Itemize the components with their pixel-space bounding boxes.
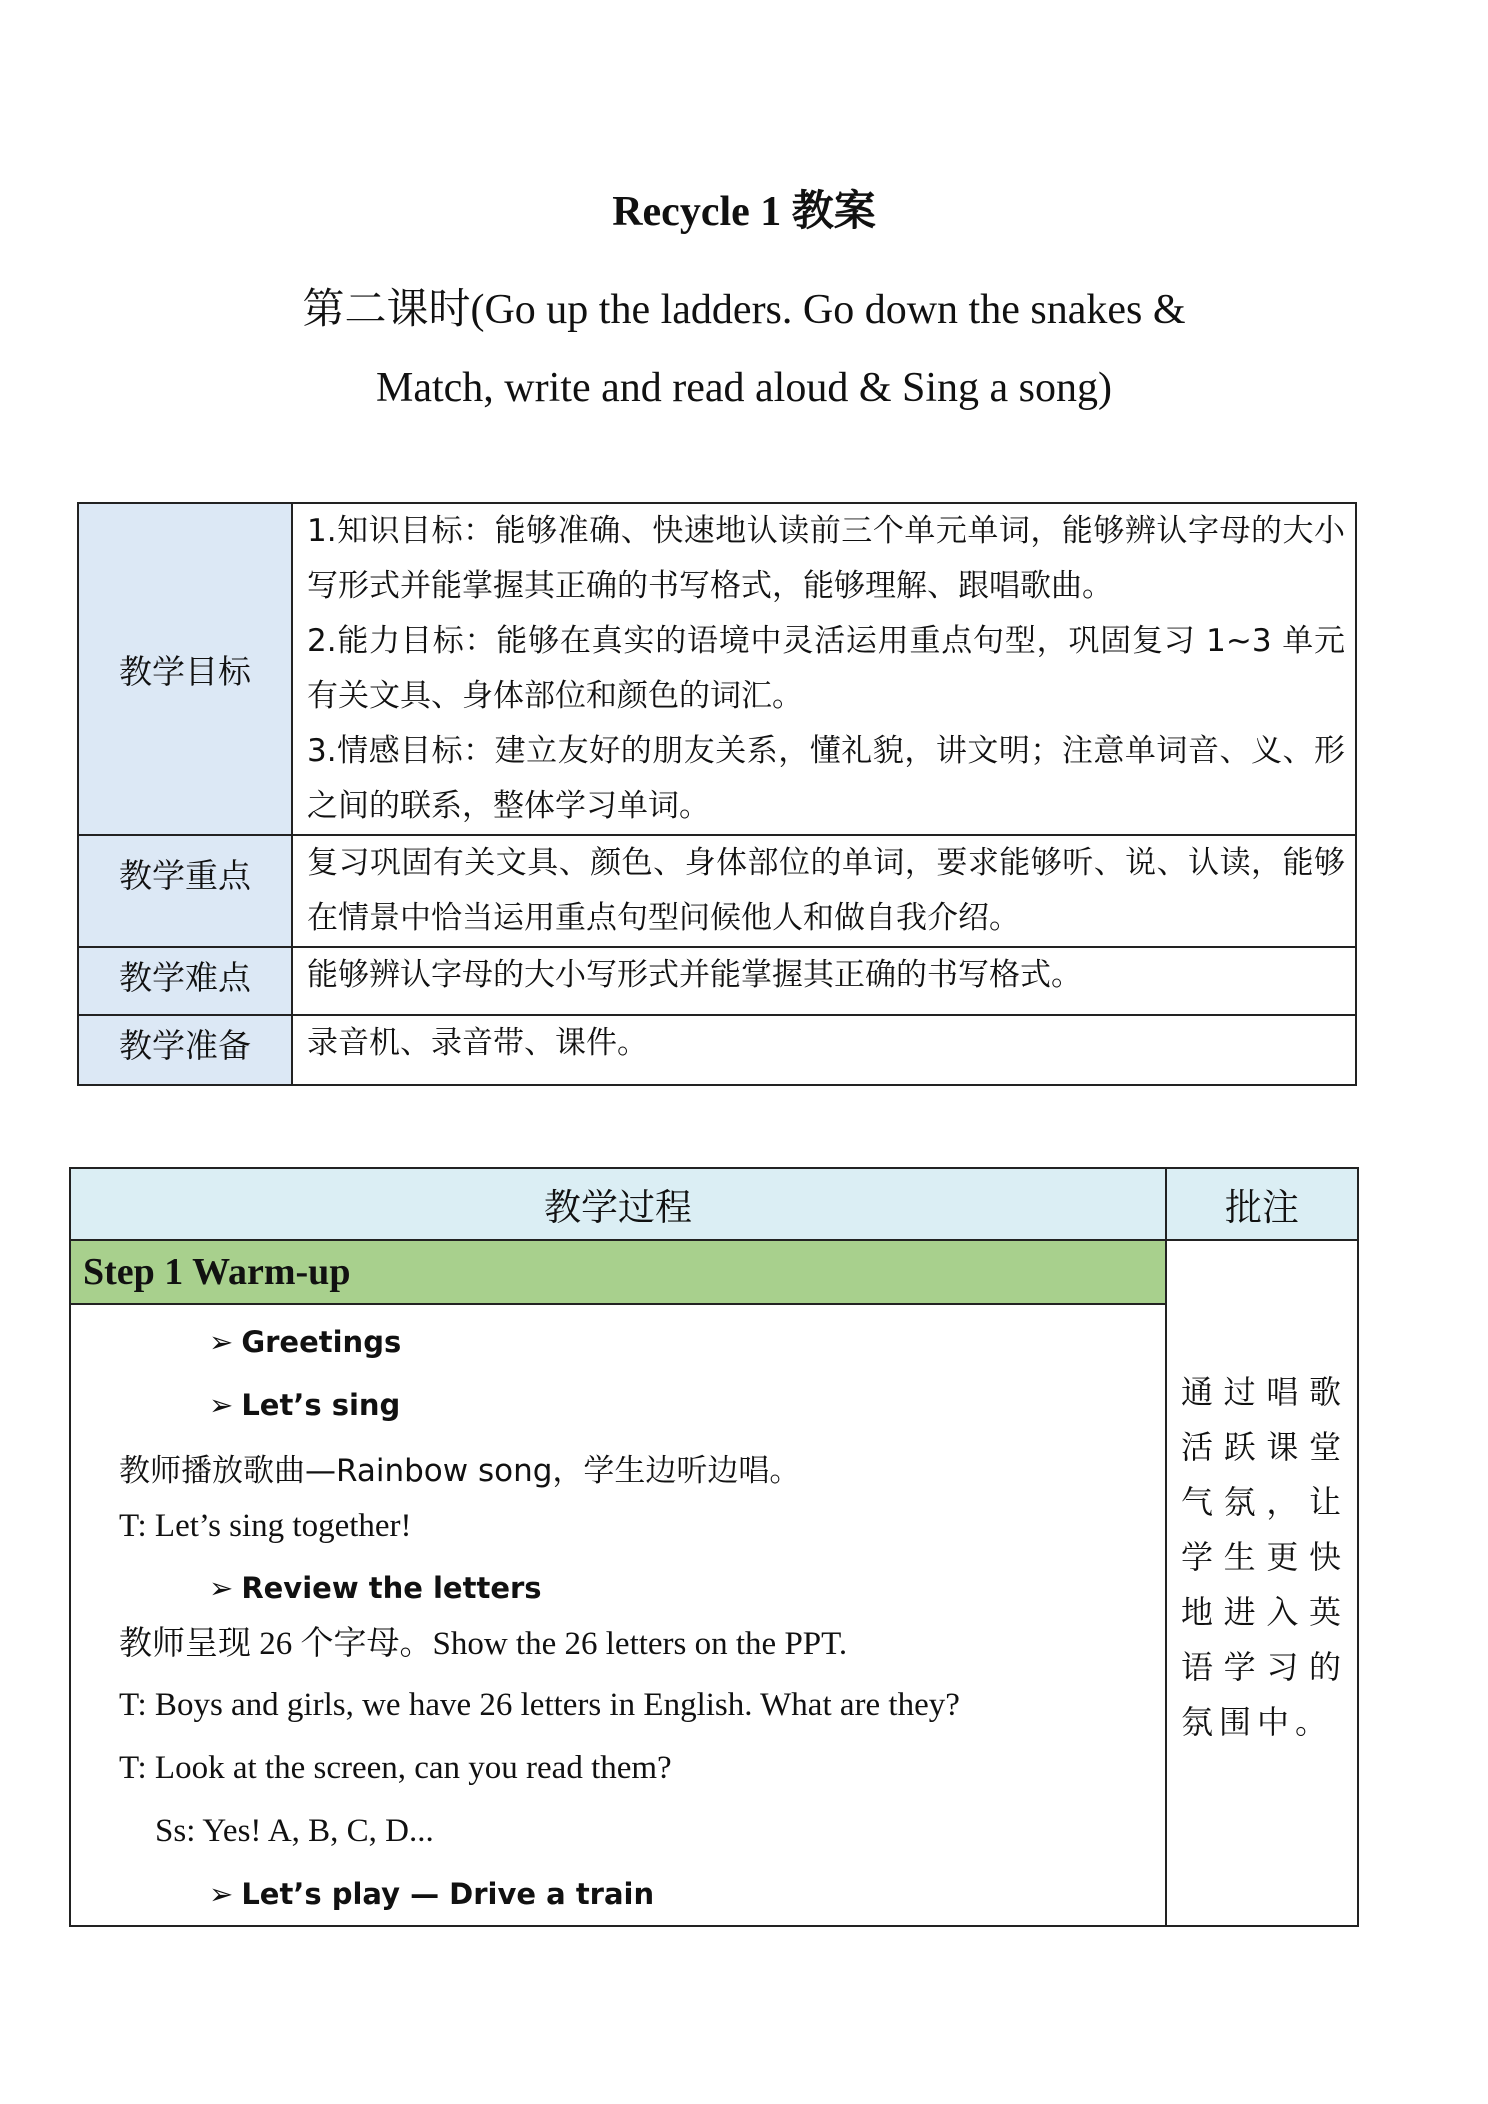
line-look-screen: T: Look at the screen, can you read them?: [119, 1750, 672, 1786]
header-process: 教学过程: [70, 1168, 1166, 1240]
key-points-row: [78, 835, 1356, 947]
row-label-key-points: 教学重点: [78, 835, 292, 947]
arrowhead-bullet-icon: ➢: [209, 1877, 234, 1911]
arrowhead-bullet-icon: ➢: [209, 1325, 234, 1359]
bullet-play: [209, 1877, 654, 1911]
objective-emotion: 3.情感目标：建立友好的朋友关系，懂礼貌，讲文明；注意单词音、义、形之间的联系，整体学习单词。: [307, 733, 1345, 824]
row-label-difficulty: 教学难点: [78, 947, 292, 1015]
objectives-table: [77, 502, 1357, 1086]
objective-ability: 2.能力目标：能够在真实的语境中灵活运用重点句型，巩固复习 1~3 单元有关文具、身体部位和颜色的词汇。: [307, 623, 1345, 714]
document-title: Recycle 1 教案: [612, 189, 876, 235]
bullet-sing-label: Let’s sing: [241, 1388, 401, 1422]
arrowhead-bullet-icon: ➢: [209, 1571, 234, 1605]
step1-title-row: [70, 1240, 1358, 1304]
row-value-key-points: [292, 835, 1356, 947]
preparation-row: [78, 1015, 1356, 1085]
bullet-play-label: Let’s play — Drive a train: [241, 1877, 655, 1911]
line-song: 教师播放歌曲—Rainbow song，学生边听边唱。: [119, 1453, 801, 1489]
step1-body: [70, 1304, 1166, 1926]
row-value-preparation: [292, 1015, 1356, 1085]
key-points-text: 复习巩固有关文具、颜色、身体部位的单词，要求能够听、说、认读，能够在情景中恰当运用重点句型问候他人和做自我介绍。: [307, 845, 1345, 936]
bullet-review: [209, 1571, 542, 1605]
objectives-row: [78, 503, 1356, 835]
arrowhead-bullet-icon: ➢: [209, 1388, 234, 1422]
header-notes: 批注: [1166, 1168, 1358, 1240]
line-sing-together: T: Let’s sing together!: [119, 1508, 412, 1544]
process-table: [69, 1167, 1359, 1927]
row-value-difficulty: [292, 947, 1356, 1015]
bullet-sing: [209, 1388, 400, 1422]
difficulty-row: [78, 947, 1356, 1015]
process-header-row: [70, 1168, 1358, 1240]
preparation-text: 录音机、录音带、课件。: [307, 1025, 648, 1061]
notes-cell: 通过唱歌活跃课堂气氛，让学生更快地进入英语学习的氛围中。: [1166, 1240, 1358, 1926]
line-show-letters: 教师呈现 26 个字母。Show the 26 letters on the PPT.: [119, 1626, 848, 1662]
difficulty-text: 能够辨认字母的大小写形式并能掌握其正确的书写格式。: [307, 957, 1082, 993]
document-subtitle-line2: Match, write and read aloud & Sing a song): [376, 365, 1112, 411]
step1-body-row: [70, 1304, 1358, 1926]
row-label-preparation: 教学准备: [78, 1015, 292, 1085]
line-students-answer: Ss: Yes! A, B, C, D...: [155, 1813, 434, 1849]
document-subtitle-line1: 第二课时(Go up the ladders. Go down the snakes &: [302, 287, 1186, 333]
objective-knowledge: 1.知识目标：能够准确、快速地认读前三个单元单词，能够辨认字母的大小写形式并能掌握其正确的书写格式，能够理解、跟唱歌曲。: [307, 513, 1345, 604]
row-value-objectives: [292, 503, 1356, 835]
step1-title: Step 1 Warm-up: [70, 1240, 1166, 1304]
row-label-objectives: 教学目标: [78, 503, 292, 835]
line-boys-girls: T: Boys and girls, we have 26 letters in English. What are they?: [119, 1687, 960, 1723]
bullet-review-label: Review the letters: [241, 1571, 542, 1605]
bullet-greetings-label: Greetings: [241, 1325, 402, 1359]
bullet-greetings: [209, 1325, 401, 1359]
